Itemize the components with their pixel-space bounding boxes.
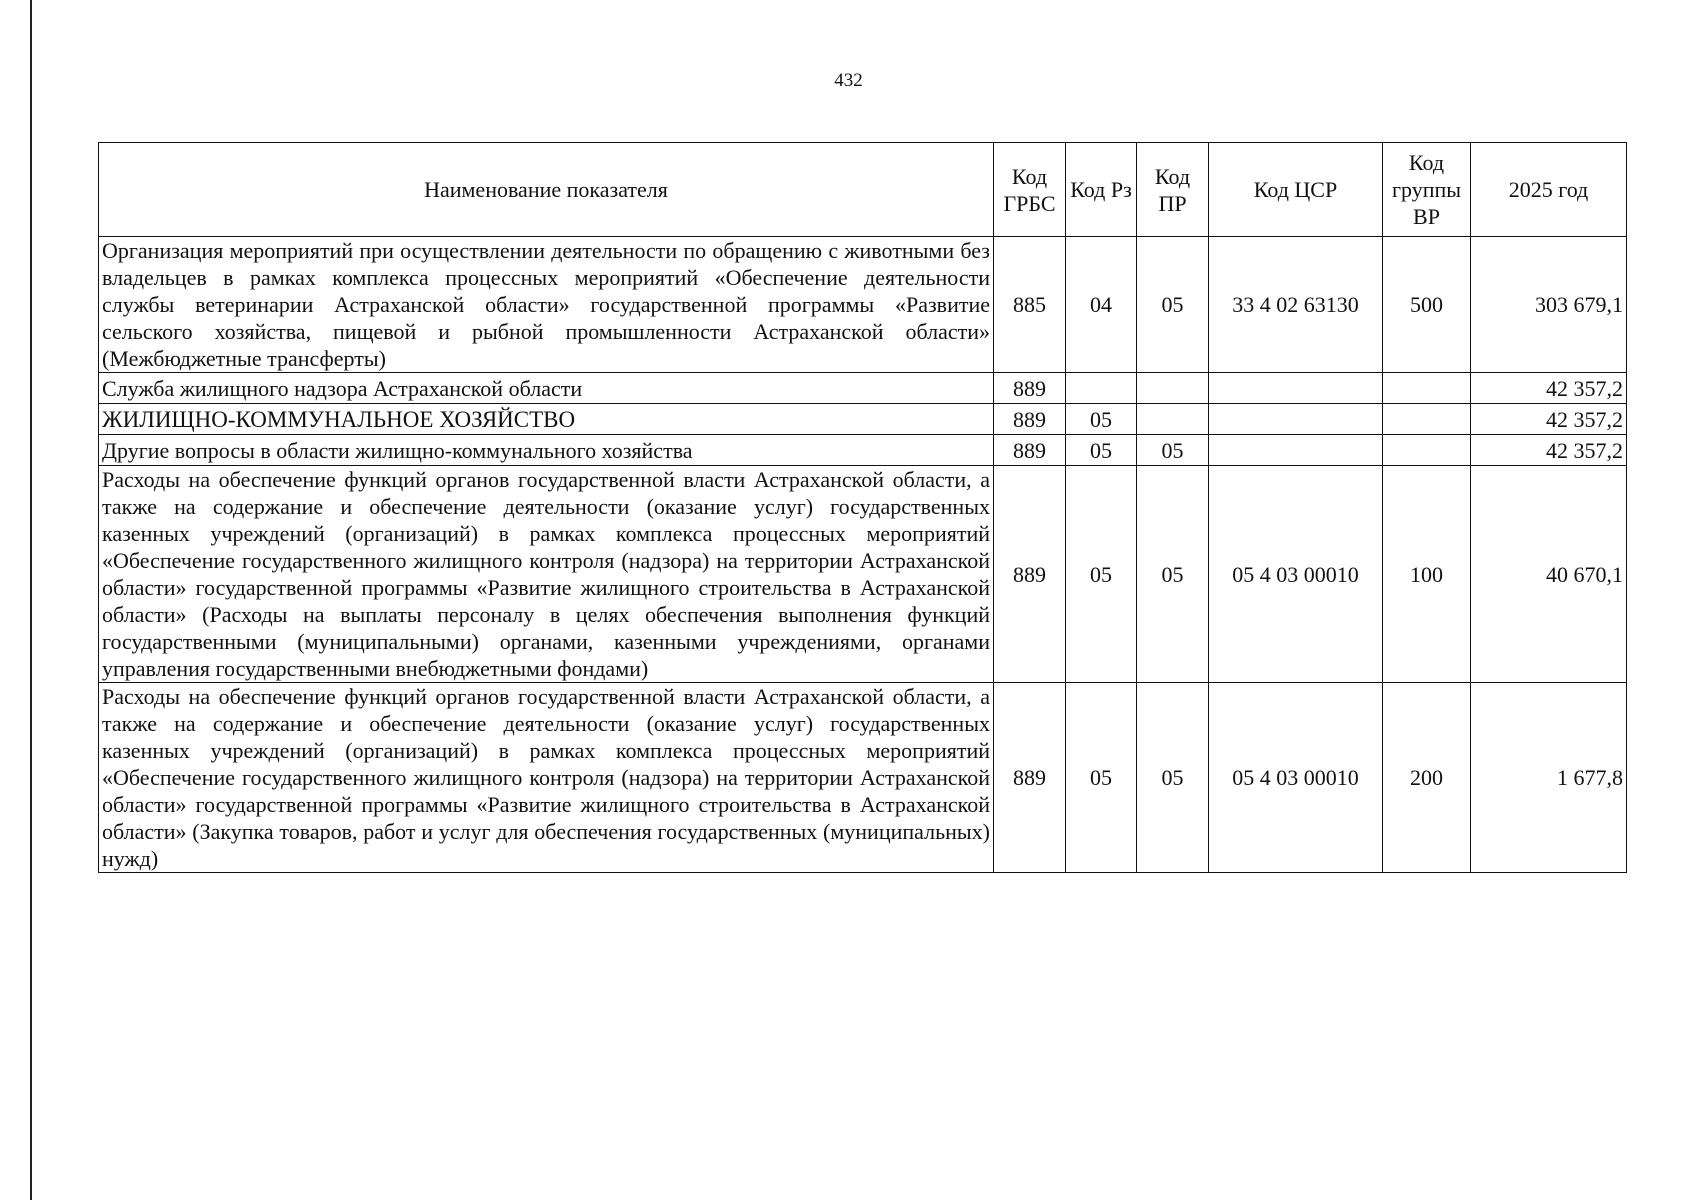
cell-amount: 303 679,1 — [1471, 237, 1627, 373]
cell-amount: 42 357,2 — [1471, 435, 1627, 466]
cell-vr — [1383, 373, 1471, 404]
cell-name: Другие вопросы в области жилищно-коммунального хозяйства — [99, 435, 994, 466]
cell-grbs: 885 — [994, 237, 1066, 373]
table-row — [99, 404, 1627, 435]
cell-csr — [1209, 404, 1383, 435]
cell-vr: 500 — [1383, 237, 1471, 373]
cell-csr: 05 4 03 00010 — [1209, 683, 1383, 873]
cell-rz: 05 — [1066, 435, 1137, 466]
cell-csr — [1209, 435, 1383, 466]
budget-table — [98, 142, 1627, 873]
header-rz: Код Рз — [1066, 143, 1137, 237]
cell-rz — [1066, 373, 1137, 404]
cell-amount: 42 357,2 — [1471, 373, 1627, 404]
cell-csr: 33 4 02 63130 — [1209, 237, 1383, 373]
table-row — [99, 237, 1627, 373]
cell-pr: 05 — [1137, 466, 1209, 683]
cell-name: ЖИЛИЩНО-КОММУНАЛЬНОЕ ХОЗЯЙСТВО — [99, 404, 994, 435]
cell-name: Организация мероприятий при осуществлении деятельности по обращению с животными без владельцев в рамках комплекса процессных мероприятий «Обеспечение деятельности службы ветеринарии Астраханской области» государственной программы «Развитие сельского хозяйства, пищевой и рыбной промышленности Астраханской области» (Межбюджетные трансферты) — [99, 237, 994, 373]
header-vr: Код группы ВР — [1383, 143, 1471, 237]
cell-vr — [1383, 404, 1471, 435]
header-csr: Код ЦСР — [1209, 143, 1383, 237]
table-row — [99, 466, 1627, 683]
cell-rz: 05 — [1066, 466, 1137, 683]
header-name: Наименование показателя — [99, 143, 994, 237]
cell-name: Расходы на обеспечение функций органов государственной власти Астраханской области, а также на содержание и обеспечение деятельности (оказание услуг) государственных казенных учреждений (организаций) в рамках комплекса процессных мероприятий «Обеспечение государственного жилищного контроля (надзора) на территории Астраханской области» государственной программы «Развитие жилищного строительства в Астраханской области» (Закупка товаров, работ и услуг для обеспечения государственных (муниципальных) нужд) — [99, 683, 994, 873]
cell-rz: 05 — [1066, 683, 1137, 873]
cell-pr — [1137, 373, 1209, 404]
cell-csr: 05 4 03 00010 — [1209, 466, 1383, 683]
cell-rz: 04 — [1066, 237, 1137, 373]
page-number: 432 — [834, 70, 863, 91]
cell-pr: 05 — [1137, 435, 1209, 466]
cell-csr — [1209, 373, 1383, 404]
cell-name: Служба жилищного надзора Астраханской области — [99, 373, 994, 404]
cell-name: Расходы на обеспечение функций органов государственной власти Астраханской области, а также на содержание и обеспечение деятельности (оказание услуг) государственных казенных учреждений (организаций) в рамках комплекса процессных мероприятий «Обеспечение государственного жилищного контроля (надзора) на территории Астраханской области» государственной программы «Развитие жилищного строительства в Астраханской области» (Расходы на выплаты персоналу в целях обеспечения выполнения функций государственными (муниципальными) органами, казенными учреждениями, органами управления государственными внебюджетными фондами) — [99, 466, 994, 683]
header-pr: Код ПР — [1137, 143, 1209, 237]
cell-amount: 40 670,1 — [1471, 466, 1627, 683]
header-year: 2025 год — [1471, 143, 1627, 237]
cell-grbs: 889 — [994, 435, 1066, 466]
cell-grbs: 889 — [994, 466, 1066, 683]
table-header-row — [99, 143, 1627, 237]
table-row — [99, 435, 1627, 466]
cell-vr — [1383, 435, 1471, 466]
cell-pr: 05 — [1137, 237, 1209, 373]
cell-vr: 100 — [1383, 466, 1471, 683]
table-row — [99, 373, 1627, 404]
cell-pr: 05 — [1137, 683, 1209, 873]
cell-vr: 200 — [1383, 683, 1471, 873]
cell-amount: 42 357,2 — [1471, 404, 1627, 435]
cell-grbs: 889 — [994, 683, 1066, 873]
cell-rz: 05 — [1066, 404, 1137, 435]
cell-pr — [1137, 404, 1209, 435]
page-margin-line — [30, 0, 32, 1200]
cell-grbs: 889 — [994, 404, 1066, 435]
cell-grbs: 889 — [994, 373, 1066, 404]
header-grbs: Код ГРБС — [994, 143, 1066, 237]
cell-amount: 1 677,8 — [1471, 683, 1627, 873]
table-row — [99, 683, 1627, 873]
